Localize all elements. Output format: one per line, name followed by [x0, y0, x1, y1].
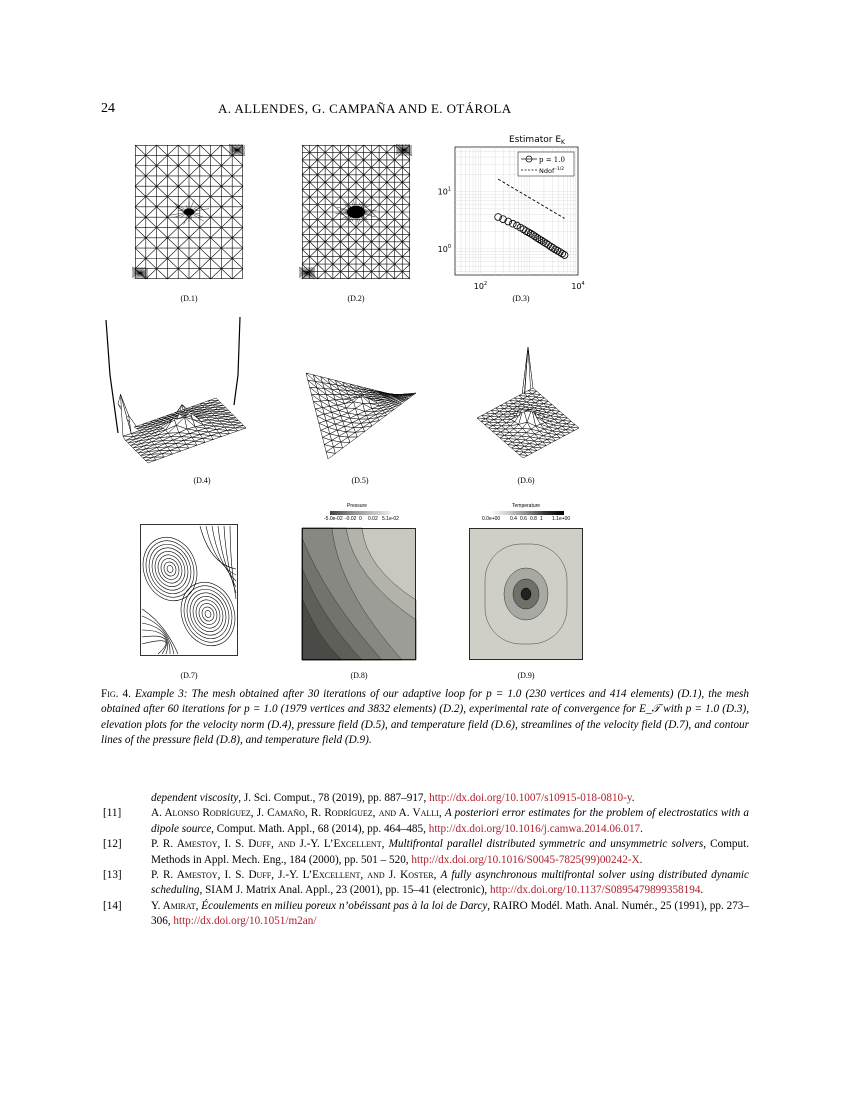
- colorbar-gradient: [330, 511, 390, 515]
- reference-doi-link[interactable]: http://dx.doi.org/10.1137/S0895479899358194: [490, 884, 701, 897]
- figure-d3-convergence-plot: [437, 130, 600, 298]
- sublabel-d9: (D.9): [517, 671, 535, 680]
- figure-d9-temperature-contours: [469, 528, 583, 660]
- elevation-surface: [306, 373, 416, 459]
- figure-d1-mesh: [135, 145, 243, 279]
- x-tick-label: $10^4$: [571, 281, 585, 291]
- colorbar-gradient: [490, 511, 564, 515]
- reference-item: [12] P. R. Amestoy, I. S. Duff, and J.-Y. L’Excellent, Multifrontal parallel distributed symmetric and unsymmetric solvers, Comput. Methods in Appl. Mech. Eng., 184 (2000), pp. 501 – 520, http://dx.doi.org/10.1016/S0045-7825(99)00242-X.: [103, 838, 750, 866]
- elevation-surface: [477, 347, 579, 458]
- legend-entry: p = 1.0: [539, 156, 565, 164]
- y-tick-label: $10^0$: [437, 243, 451, 254]
- sublabel-d3: (D.3): [512, 294, 530, 303]
- caption-text: Example 3: The mesh obtained after 30 iterations of our adaptive loop for p = 1.0 (230 vertices and 414 elements) (D.1), the mesh obtained after 60 iterations for p = 1.0 (1979 vertices and 3832 elements) (D.2), experimental rate of convergence for E_𝒯 with p = 1.0 (D.3), elevation plots for the velocity norm (D.4), pressure field (D.5), and temperature field (D.6), streamlines of the velocity field (D.7), and contour lines of the pressure field (D.8), and temperature field (D.9).: [101, 688, 750, 747]
- colorbar-pressure: Pressure -5.0e-02 -0.02 0 0.02 5.1e-02: [324, 503, 399, 522]
- sublabel-d6: (D.6): [517, 476, 535, 485]
- x-tick-label: $10^2$: [473, 281, 488, 291]
- colorbar-title: Temperature: [512, 503, 541, 509]
- elevation-surface: [118, 394, 246, 463]
- spike-left: [106, 320, 118, 433]
- chart-title: Estimator $E_K$: [509, 135, 565, 146]
- colorbar-title: Pressure: [347, 503, 368, 509]
- figure-caption: [101, 687, 749, 749]
- legend: [518, 152, 574, 176]
- spike-right: [234, 317, 240, 405]
- sublabel-d8: (D.8): [350, 671, 368, 680]
- figure-d4-velocity-elevation: [100, 315, 245, 465]
- reference-continuation: dependent viscosity, J. Sci. Comput., 78 (2019), pp. 887–917, http://dx.doi.org/10.1007/s10915-018-0810-y.: [151, 792, 635, 804]
- mesh-refinement-center: [169, 199, 209, 224]
- reference-item: [13] P. R. Amestoy, I. S. Duff, J.-Y. L’Excellent, and J. Koster, A fully asynchronous multifrontal solver using distributed dynamic scheduling, SIAM J. Matrix Anal. Appl., 23 (2001), pp. 15–41 (electronic), http://dx.doi.org/10.1137/S0895479899358194.: [103, 869, 750, 897]
- sublabel-d4: (D.4): [193, 476, 211, 485]
- contour-band: [521, 588, 531, 600]
- y-tick-label: $10^1$: [437, 186, 451, 197]
- figure-d8-pressure-contours: [302, 528, 416, 660]
- legend-entry: Ndof$^{-1/2}$: [539, 167, 565, 175]
- sublabel-d7: (D.7): [180, 671, 198, 680]
- reference-item: [11] A. Alonso Rodríguez, J. Camaño, R. Rodríguez, and A. Valli, A posteriori error estimates for the problem of electrostatics with a dipole source, Comput. Math. Appl., 68 (2014), pp. 464–485, http://dx.doi.org/10.1016/j.camwa.2014.06.017.: [103, 807, 749, 835]
- reference-list: [101, 791, 749, 930]
- colorbar-temperature: Temperature 0.0e+00 0.4 0.6 0.8 1 1.1e+00: [482, 503, 571, 522]
- sublabel-d2: (D.2): [347, 294, 365, 303]
- figure-d5-pressure-elevation: [300, 340, 420, 455]
- sublabel-d5: (D.5): [351, 476, 369, 485]
- figure-d6-temperature-elevation: [465, 340, 585, 465]
- sublabel-d1: (D.1): [180, 294, 198, 303]
- running-head: A. ALLENDES, G. CAMPAÑA AND E. OTÁROLA: [218, 101, 512, 116]
- reference-doi-link[interactable]: http://dx.doi.org/10.1051/m2an/: [173, 915, 317, 928]
- reference-doi-link[interactable]: http://dx.doi.org/10.1016/S0045-7825(99)00242-X: [411, 853, 640, 866]
- page-number: 24: [101, 101, 115, 116]
- reference-item: [14] Y. Amirat, Écoulements en milieu poreux n’obéissant pas à la loi de Darcy, RAIRO Modél. Math. Anal. Numér., 25 (1991), pp. 273–306, http://dx.doi.org/10.1051/m2an/: [103, 899, 749, 928]
- reference-doi-link[interactable]: http://dx.doi.org/10.1016/j.camwa.2014.06.017: [428, 822, 641, 835]
- figure-d2-mesh: [302, 145, 410, 279]
- figure-d7-streamlines: [140, 524, 238, 656]
- reference-doi-link[interactable]: http://dx.doi.org/10.1007/s10915-018-0810-y: [429, 792, 632, 804]
- caption-label: Fig. 4.: [101, 688, 131, 700]
